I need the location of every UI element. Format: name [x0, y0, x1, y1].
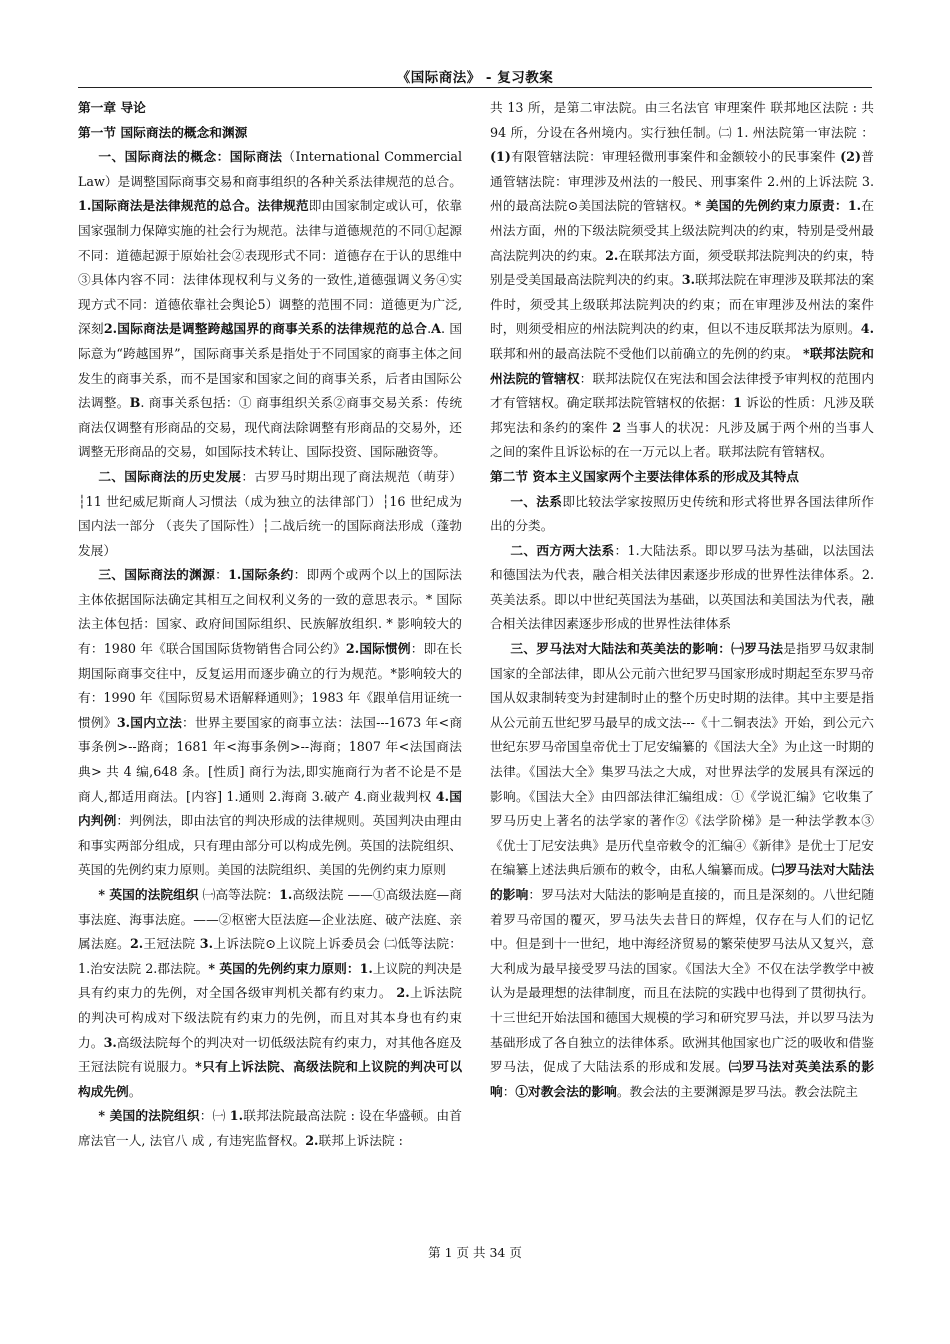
paragraph-roman-law	[490, 637, 874, 1104]
text-run: 上议院的判决是具有约束力的先例，对全国各级审判机关都有约束力。	[78, 960, 463, 1001]
text-run: ：㈠	[199, 1108, 230, 1124]
text-run: 2.	[129, 936, 144, 952]
paragraph-uk-courts	[78, 883, 462, 1104]
document-header-title: 《国际商法》 - 复习教案	[396, 70, 554, 86]
text-run: 3.	[103, 1034, 117, 1050]
page-footer: 第 1 页 共 34 页	[428, 1245, 522, 1260]
text-run: 二、西方两大法系	[510, 542, 615, 558]
text-run: 有限管辖法院：审理轻微刑事案件和金额较小的民事案件	[510, 149, 841, 165]
text-run: 上诉法院⊙上议院上诉委员会 ㈡低等法院：1.治安法院 2.郡法院。	[78, 936, 462, 976]
text-run: ：1.大陆法系。即以罗马法为基础，以法国法和德国法为代表，融合相关法律因素逐步形成的世界性法律体系。2. 英美法系。即以中世纪英国法为基础，以英国法和美国法为代表，融合相关法律因素逐步形成的世界性法律体系	[490, 542, 874, 632]
text-run: 1.	[229, 1108, 244, 1124]
text-run: 联邦和州的最高法院不受他们以前确立的先例的约束。	[490, 345, 804, 361]
text-run: 3.	[199, 936, 214, 952]
text-run: ：	[502, 1083, 516, 1099]
chapter-heading: 第一章 导论	[78, 100, 146, 115]
text-run: 2.	[305, 1132, 319, 1148]
text-run: 即比较法学家按照历史传统和形式将世界各国法律所作出的分类。	[490, 493, 874, 534]
text-run: ①对教会法的影响	[515, 1083, 617, 1099]
text-run: . 商事关系包括：① 商事组织关系②商事交易关系：传统商法仅调整有形商品的交易，现代商法除调整有形商品的交易外，还调整无形商品的交易，如国际技术转让、国际投资、国际融资等。	[78, 395, 463, 460]
paragraph-sources	[78, 563, 462, 883]
text-run: 1	[733, 395, 742, 411]
text-run: ㈠高等法院：	[198, 887, 280, 902]
text-run: 二、国际商法的历史发展	[98, 468, 242, 484]
text-run: 是指罗马奴隶制国家的全部法律，即从公元前六世纪罗马国家形成时期起至东罗马帝国从奴隶制转变为封建制时止的整个历史时期的法律。其中主要是指从公元前五世纪罗马最早的成文法---《十二铜表法》开始，到公元六世纪东罗马帝国皇帝优士丁尼安编纂的《国法大全》为止这一时期的法律。《国法大全》集罗马法之大成，对世界法学的发展具有深远的影响。《国法大全》由四部法律汇编组成：①《学说汇编》它收集了罗马历史上著名的法学家的著作②《法学阶梯》是一种法学教本③《优士丁尼安法典》是历代皇帝敕令的汇编④《新律》是优士丁尼安在编纂上述法典后颁布的敕令，由私人编纂而成。	[490, 641, 874, 878]
header-rule	[78, 87, 872, 88]
text-run: .	[427, 321, 432, 337]
paragraph-two-families	[490, 539, 874, 637]
text-run: . 国际意为“跨越国界”，国际商事关系是指处于不同国家的商事主体之间发生的商事关系，而不是国家和国家之间的商事关系，后者由国际公法调整。	[78, 321, 463, 411]
text-run: ：即两个或两个以上的国际法主体依据国际法确定其相互之间权利义务的一致的意思表示。* 国际法主体包括：国家、政府间国际组织、民族解放组织. * 影响较大的有：1980 年《联合国国际货物销售合同公约》	[78, 567, 462, 657]
text-run: 高级法院每个的判决对一切低级法院有约束力，对其他各庭及王冠法院有说服力。	[78, 1034, 463, 1075]
text-run: ㈢罗马法对英美法系的影响	[490, 1059, 875, 1099]
text-run: B	[129, 395, 141, 411]
text-run: 。	[128, 1083, 142, 1099]
text-run: 1.	[279, 887, 293, 902]
text-run: 三、国际商法的渊源	[98, 567, 216, 583]
text-run: ：罗马法对大陆法的影响是直接的，而且是深刻的。八世纪随着罗马帝国的覆灭，罗马法失去昔日的辉煌，仅存在与人们的记忆中。但是到十一世纪，地中海经济贸易的繁荣使罗马法从又复兴，意大利成为最早接受罗马法的国家。《国法大全》不仅在法学教学中被认为是最理想的法律制度，而且在法院的实践中也得到了贯彻执行。十三世纪开始法国和德国大规模的学习和研究罗马法，并以罗马法为基础形成了各自独立的法律体系。欧洲其他国家也广泛的吸收和借鉴罗马法，促成了大陆法系的形成和发展。	[490, 887, 875, 1075]
text-run: ：联邦法院仅在宪法和国会法律授予审判权的范围内才有管辖权。确定联邦法院管辖权的依据：	[490, 370, 875, 411]
text-run: 三、罗马法对大陆法和英美法的影响：㈠罗马法	[510, 641, 784, 657]
text-run: (2)	[840, 149, 861, 165]
text-run: 3.	[681, 272, 696, 288]
text-run: 普通管辖法院：审理涉及州法的一般民、刑事案件 2.州的上诉法院 3.州的最高法院⊙美国法院的管辖权。	[490, 149, 874, 214]
text-run: * 英国的法院组织	[98, 887, 199, 902]
text-run: *只有上诉法院、高级法院和上议院的判决可以构成先例	[78, 1059, 463, 1099]
text-run: 即由国家制定或认可，依靠国家强制力保障实施的社会行为规范。法律与道德规范的不同①起源不同：道德起源于原始社会②表现形式不同：道德存在于认的思维中③具体内容不同：法律体现权利与义务的一致性,道德强调义务④实现方式不同：道德依靠社会舆论5）调整的范围不同：道德更为广泛,深刻	[78, 198, 463, 337]
text-run: 联邦法院最高法院 : 设在华盛顿。由首席法官一人, 法官八 成 , 有违宪监督权。	[78, 1108, 462, 1148]
text-run: 在联邦法方面，须受联邦法院判决的约束，特别是受美国最高法院判决的约束。	[490, 247, 875, 288]
text-run: 4.	[860, 321, 874, 337]
text-run: A	[431, 321, 442, 337]
text-run: 2.国际惯例	[345, 641, 411, 657]
text-run: * 英国的先例约束力原则：1.	[208, 960, 373, 976]
text-run: 2.	[605, 247, 619, 263]
paragraph-us-courts	[78, 1104, 462, 1153]
text-run: 联邦法院在审理涉及联邦法的案件时，须受其上级联邦法院判决的约束；而在审理涉及州法的案件时，则须受相应的州法院判决的约束，但以不违反联邦法为原则。	[490, 272, 875, 337]
text-run: 上诉法院的判决可构成对下级法院有约束力的先例，而且对其本身也有约束力。	[78, 985, 462, 1050]
text-run: 。教会法的主要渊源是罗马法。教会法院主	[616, 1083, 858, 1099]
text-run: 一、法系	[510, 493, 563, 509]
text-run: 王冠法院	[143, 936, 200, 952]
paragraph-concept	[78, 145, 462, 465]
paragraph-us-courts-cont	[490, 96, 874, 465]
text-run: * 美国的法院组织	[98, 1108, 200, 1124]
text-run: *联邦法院和州法院的管辖权	[490, 345, 874, 386]
text-run: ㈡罗马法对大陆法的影响	[490, 862, 875, 902]
text-run: 4.国内判例	[78, 788, 462, 829]
text-run: ：判例法，即由法官的判决形成的法律规则。英国判决由理由和事实两部分组成，只有理由部分可以构成先例。英国的法院组织、英国的先例约束力原则。美国的法院组织、美国的先例约束力原则	[78, 813, 463, 878]
text-run: 1.国际条约	[228, 567, 294, 583]
text-run: ：世界主要国家的商事立法：法国---1673 年<商事条例>--路商；1681 年<海事条例>--海商；1807 年<法国商法典> 共 4 编,648 条。[性质] 商行为法,即实施商行为者不论是不是商人,都适用商法。[内容] 1.通则 2.海商 3.破产 4.商业裁判权	[78, 714, 463, 804]
text-run: 高级法院 ——①高级法庭—商事法庭、海事法庭。——②枢密大臣法庭—企业法庭、破产法庭、亲属法庭。	[78, 887, 462, 952]
text-run: 2.	[396, 985, 410, 1001]
section-heading-1: 第一节 国际商法的概念和渊源	[78, 124, 248, 140]
text-run: 联邦上诉法院 :	[318, 1132, 403, 1148]
right-column	[490, 96, 874, 1104]
text-run: 1.国际商法是法律规范的总合。法律规范	[78, 198, 309, 214]
section-heading-2: 第二节 资本主义国家两个主要法律体系的形成及其特点	[490, 468, 799, 484]
text-run: 诉讼的性质：凡涉及联邦宪法和条约的案件	[490, 395, 874, 435]
paragraph-legal-family	[490, 490, 874, 539]
text-run: * 美国的先例约束力原责：1.	[694, 198, 862, 214]
text-run: 2.国际商法是调整跨越国界的商事关系的法律规范的总合	[103, 321, 428, 337]
left-column	[78, 96, 462, 1154]
text-run: ：即在长期国际商事交往中，反复运用而逐步确立的行为规范。*影响较大的有：1990 年《国际贸易术语解释通则》；1983 年《跟单信用证统一惯例》	[78, 641, 463, 730]
paragraph-history	[78, 465, 462, 563]
text-run: 共 13 所，是第二审法院。由三名法官 审理案件 联邦地区法院 : 共 94 所，分设在各州境内。实行独任制。㈡ 1. 州法院第一审法院 ：	[490, 100, 874, 140]
text-run: 一、国际商法的概念：国际商法	[98, 149, 283, 165]
text-run: 在州法方面，州的下级法院须受其上级法院判决的约束，特别是受州最高法院判决的约束。	[490, 198, 875, 263]
text-run: 3.国内立法	[116, 714, 183, 730]
text-run: 2	[612, 419, 622, 435]
text-run: （International Commercial Law）是调整国际商事交易和商事组织的各种关系法律规范的总合。	[78, 149, 462, 189]
text-run: 当事人的状况：凡涉及属于两个州的当事人之间的案件且诉讼标的在一万元以上者。联邦法院有管辖权。	[490, 419, 874, 460]
text-run: ：古罗马时期出现了商法规范（萌芽）┆11 世纪威尼斯商人习惯法（成为独立的法律部门）┆16 世纪成为国内法一部分 （丧失了国际性）┆二战后统一的国际商法形成（蓬勃发展）	[78, 468, 462, 558]
text-run: (1)	[490, 149, 511, 165]
text-run: ：	[215, 567, 229, 583]
